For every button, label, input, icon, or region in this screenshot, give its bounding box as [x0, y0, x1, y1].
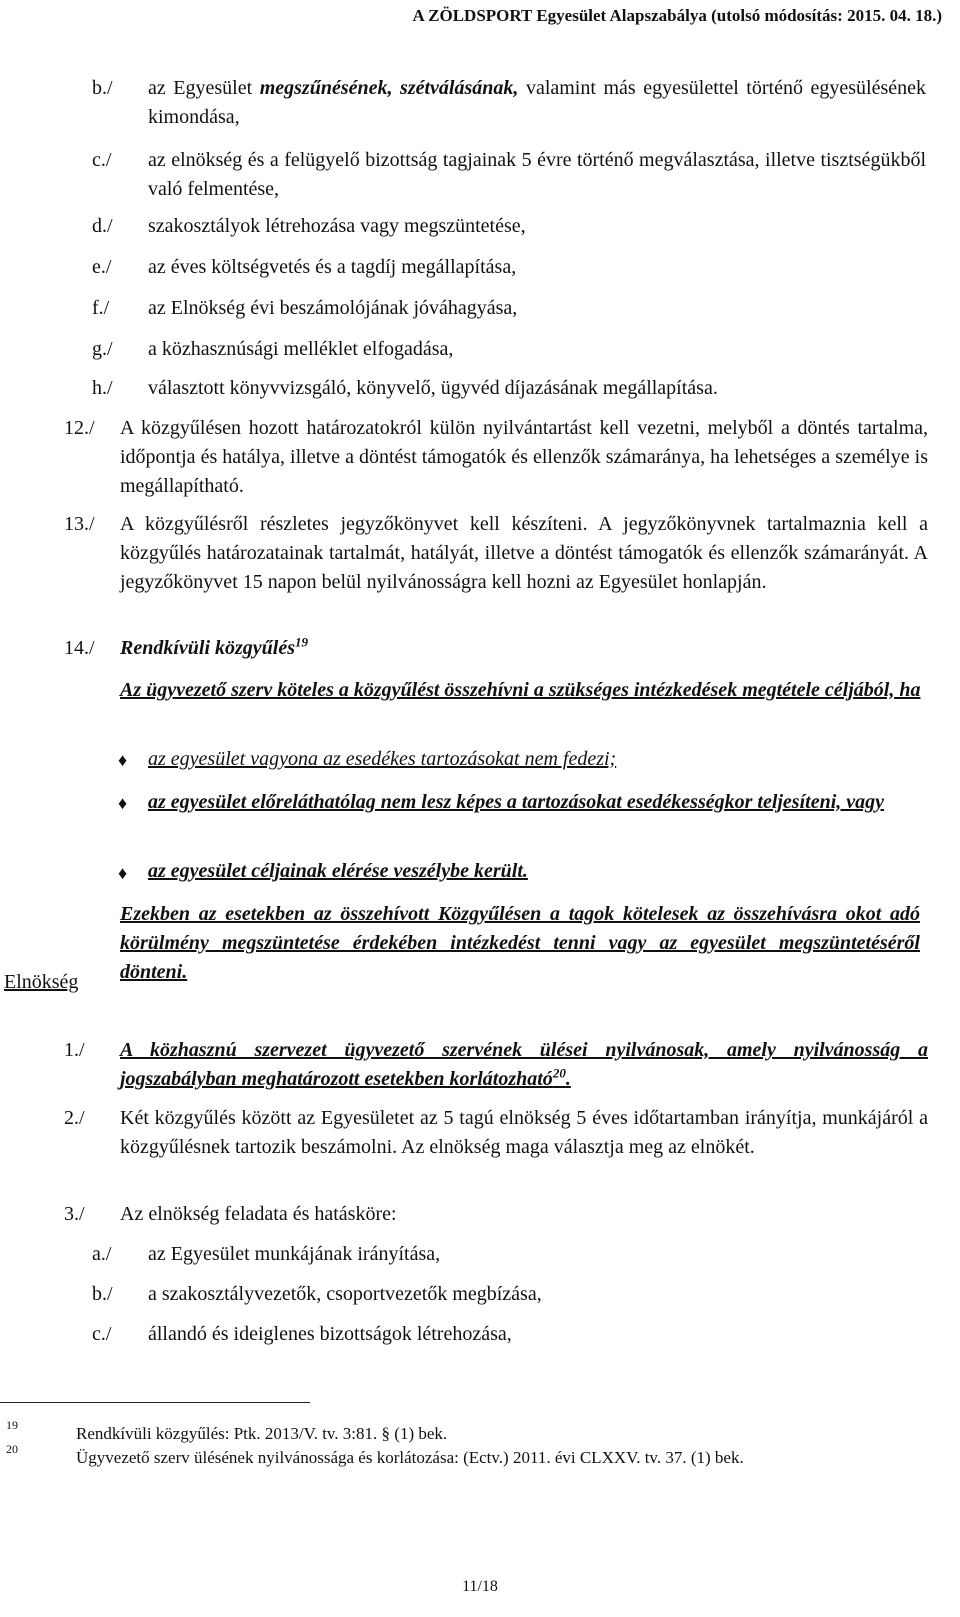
paragraph-14-bullet-1: az egyesület vagyona az esedékes tartozásokat nem fedezi;	[148, 748, 617, 770]
list-label-c: c./	[92, 149, 112, 171]
list-label-e: e./	[92, 256, 112, 278]
footnote-19: Rendkívüli közgyűlés: Ptk. 2013/V. tv. 3:81. § (1) bek.	[76, 1424, 448, 1443]
paragraph-14-bullet-2: az egyesület előreláthatólag nem lesz képes a tartozásokat esedékességkor teljesíteni, vagy	[148, 791, 885, 813]
paragraph-label-14: 14./	[64, 637, 95, 659]
sublist-label-b: b./	[92, 1283, 113, 1305]
section-title: Elnökség	[4, 971, 79, 993]
list-label-d: d./	[92, 215, 113, 237]
list-item-b: az Egyesület megszűnésének, szétválásának, valamint más egyesülettel történő egyesülésének kimondása,	[148, 77, 926, 128]
sublist-item-a: az Egyesület munkájának irányítása,	[148, 1243, 441, 1265]
elnokseg-paragraph-2: Két közgyűlés között az Egyesületet az 5 tagú elnökség 5 éves időtartamban irányítja, munkájáról a közgyűlésnek tartozik beszámolni. Az elnökség maga választja meg az elnökét.	[120, 1107, 928, 1158]
list-label-f: f./	[92, 297, 110, 319]
list-item-g: a közhasznúsági melléklet elfogadása,	[148, 338, 454, 360]
list-item-c: az elnökség és a felügyelő bizottság tagjainak 5 évre történő megválasztása, illetve tisztségükből való felmentése,	[148, 149, 926, 200]
paragraph-13: A közgyűlésről részletes jegyzőkönyvet kell készíteni. A jegyzőkönyvnek tartalmaznia kell a közgyűlés határozatainak tartalmát, hatályát, illetve a döntést támogatók és ellenzők számarányát. A jegyzőkönyvet 15 napon belül nyilvánosságra kell hozni az Egyesület honlapján.	[120, 513, 928, 593]
elnokseg-label-3: 3./	[64, 1203, 85, 1225]
footnote-number-19: 19	[6, 1418, 18, 1432]
list-label-h: h./	[92, 377, 113, 399]
paragraph-14-bullet-3: az egyesület céljainak elérése veszélybe került.	[148, 860, 528, 882]
paragraph-14-closing: Ezekben az esetekben az összehívott Közgyűlésen a tagok kötelesek az összehívásra okot adó körülmény megszüntetése érdekében intézkedést tenni vagy az egyesület megszüntetéséről dönteni.	[120, 903, 920, 983]
paragraph-label-13: 13./	[64, 513, 95, 535]
sublist-item-b: a szakosztályvezetők, csoportvezetők megbízása,	[148, 1283, 542, 1305]
list-item-f: az Elnökség évi beszámolójának jóváhagyása,	[148, 297, 518, 319]
sublist-item-c: állandó és ideiglenes bizottságok létrehozása,	[148, 1323, 512, 1345]
paragraph-14-intro: Az ügyvezető szerv köteles a közgyűlést összehívni a szükséges intézkedések megtétele céljából, ha	[120, 679, 921, 701]
list-item-e: az éves költségvetés és a tagdíj megállapítása,	[148, 256, 517, 278]
list-label-g: g./	[92, 338, 113, 360]
page-header: A ZÖLDSPORT Egyesület Alapszabálya (utolsó módosítás: 2015. 04. 18.)	[412, 6, 942, 25]
paragraph-12: A közgyűlésen hozott határozatokról külön nyilvántartást kell vezetni, melyből a döntés tartalma, időpontja és hatálya, illetve a döntést támogatók és ellenzők számaránya, ha lehetséges a személye is megállapítható.	[120, 417, 928, 497]
sublist-label-a: a./	[92, 1243, 112, 1265]
list-item-h: választott könyvvizsgáló, könyvelő, ügyvéd díjazásának megállapítása.	[148, 377, 718, 399]
list-label-b: b./	[92, 77, 113, 99]
diamond-bullet-icon: ♦	[118, 750, 128, 770]
elnokseg-label-2: 2./	[64, 1107, 85, 1129]
elnokseg-paragraph-1: A közhasznú szervezet ügyvezető szervének ülései nyilvánosak, amely nyilvánosság a jogszabályban meghatározott esetekben korlátozható$^{20}$.	[120, 1039, 928, 1090]
paragraph-14-title: Rendkívüli közgyűlés$^{19}$	[120, 634, 309, 659]
list-item-d: szakosztályok létrehozása vagy megszüntetése,	[148, 215, 526, 237]
footnote-number-20: 20	[6, 1442, 18, 1456]
diamond-bullet-icon: ♦	[118, 793, 128, 813]
elnokseg-paragraph-3: Az elnökség feladata és hatásköre:	[120, 1203, 397, 1225]
footnote-divider	[0, 1402, 310, 1403]
footnote-20: Ügyvezető szerv ülésének nyilvánossága és korlátozása: (Ectv.) 2011. évi CLXXV. tv. 37. (1) bek.	[76, 1448, 744, 1467]
elnokseg-label-1: 1./	[64, 1039, 85, 1061]
paragraph-label-12: 12./	[64, 417, 95, 439]
diamond-bullet-icon: ♦	[118, 863, 128, 883]
sublist-label-c: c./	[92, 1323, 112, 1345]
page-number: 11/18	[462, 1578, 498, 1595]
